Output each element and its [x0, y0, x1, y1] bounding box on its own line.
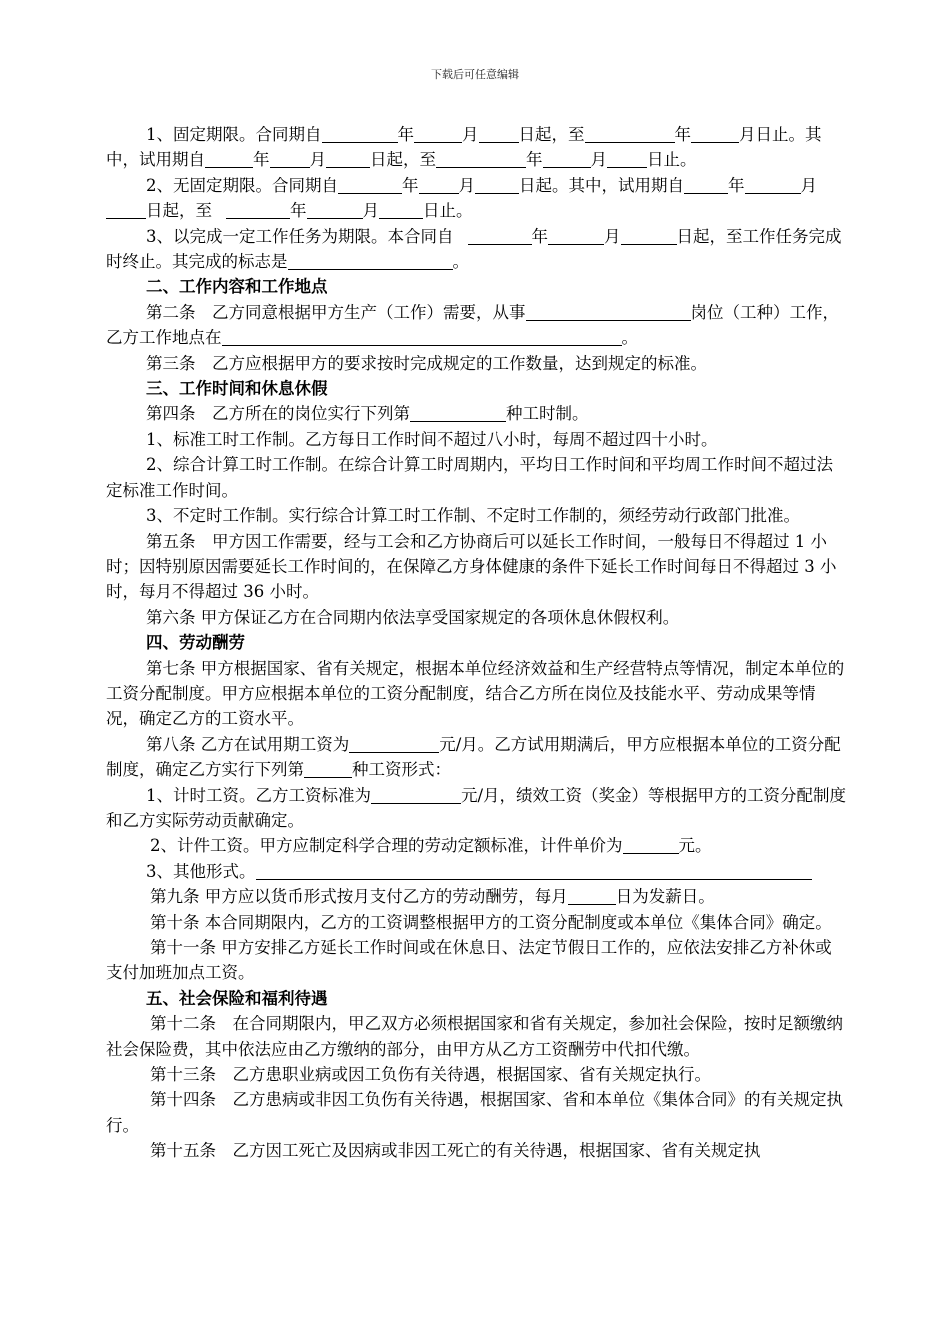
blank-field[interactable] [568, 886, 616, 905]
blank-field[interactable] [326, 149, 370, 168]
blank-field[interactable] [338, 175, 402, 194]
blank-field[interactable] [543, 149, 591, 168]
article-3: 第三条 乙方应根据甲方的要求按时完成规定的工作数量，达到规定的标准。 [146, 353, 707, 373]
blank-field[interactable] [623, 835, 679, 854]
article-7: 第七条 甲方根据国家、省有关规定，根据本单位经济效益和生产经营特点等情况，制定本单位的工资分配制度。甲方应根据本单位的工资分配制度，结合乙方所在岗位及技能水平、劳动成果等情况，确定乙方的工资水平。 [106, 658, 845, 729]
term-task: 3、以完成一定工作任务为期限。本合同自 年 月 日起，至工作任务完成时终止。其完成的标志是 。 [106, 226, 842, 272]
section-heading: 三、工作时间和休息休假 [146, 379, 328, 399]
term-open: 2、无固定期限。合同期自 年 月 日起。其中，试用期自 年 月日起，至 年 月 日止。 [106, 173, 848, 224]
blank-field[interactable] [548, 226, 604, 245]
article-15: 第十五条 乙方因工死亡及因病或非因工死亡的有关待遇，根据国家、省有关规定执 [150, 1141, 761, 1161]
article-12: 第十二条 在合同期限内，甲乙双方必须根据国家和省有关规定，参加社会保险，按时足额缴纳社会保险费，其中依法应由乙方缴纳的部分，由甲方从乙方工资酬劳中代扣代缴。 [106, 1014, 843, 1059]
blank-field[interactable] [607, 149, 647, 168]
article-2: 第二条 乙方同意根据甲方生产（工作）需要，从事 岗位（工种）工作，乙方工作地点在 。 [106, 302, 839, 348]
blank-field[interactable] [436, 149, 526, 168]
wage-form-2: 2、计件工资。甲方应制定科学合理的劳动定额标准，计件单价为 元。 [150, 836, 712, 856]
blank-field[interactable] [288, 251, 453, 270]
article-4: 第四条 乙方所在的岗位实行下列第 种工时制。 [146, 404, 589, 424]
blank-field[interactable] [270, 149, 310, 168]
blank-field[interactable] [410, 403, 506, 422]
contract-body [106, 122, 848, 1164]
article-8: 第八条 乙方在试用期工资为 元/月。乙方试用期满后，甲方应根据本单位的工资分配制度，确定乙方实行下列第 种工资形式： [106, 734, 841, 780]
blank-field[interactable] [684, 175, 728, 194]
term-fixed: 1、固定期限。合同期自 年 月 日起，至 年 月日止。其中，试用期自 年 月 日起，至 年 月 日止。 [106, 125, 822, 170]
blank-field[interactable] [526, 302, 691, 321]
article-14: 第十四条 乙方患病或非因工负伤有关待遇，根据国家、省和本单位《集体合同》的有关规定执行。 [106, 1090, 843, 1135]
blank-field[interactable] [226, 200, 290, 219]
blank-field[interactable] [691, 124, 739, 143]
article-10: 第十条 本合同期限内，乙方的工资调整根据甲方的工资分配制度或本单位《集体合同》确定。 [150, 912, 832, 932]
article-5: 第五条 甲方因工作需要，经与工会和乙方协商后可以延长工作时间，一般每日不得超过 1 小时；因特别原因需要延长工作时间的，在保障乙方身体健康的条件下延长工作时间每日不得超过 3 小时，每月不得超过 36 小时。 [106, 531, 837, 602]
blank-field[interactable] [745, 175, 801, 194]
work-hours-1: 1、标准工时工作制。乙方每日工作时间不超过八小时，每周不超过四十小时。 [146, 429, 718, 449]
blank-field[interactable] [621, 226, 677, 245]
article-13: 第十三条 乙方患职业病或因工负伤有关待遇，根据国家、省有关规定执行。 [150, 1065, 711, 1085]
blank-field[interactable] [585, 124, 675, 143]
wage-form-1: 1、计时工资。乙方工资标准为 元/月，绩效工资（奖金）等根据甲方的工资分配制度和乙方实际劳动贡献确定。 [106, 785, 847, 830]
article-6: 第六条 甲方保证乙方在合同期内依法享受国家规定的各项休息休假权利。 [146, 607, 680, 627]
blank-field[interactable] [468, 226, 532, 245]
wage-form-3: 3、其他形式。 [106, 859, 848, 884]
blank-field[interactable] [371, 785, 461, 804]
blank-field[interactable] [379, 200, 423, 219]
blank-field[interactable] [414, 124, 462, 143]
article-9: 第九条 甲方应以货币形式按月支付乙方的劳动酬劳，每月 日为发薪日。 [150, 887, 715, 907]
work-hours-2: 2、综合计算工时工作制。在综合计算工时周期内，平均日工作时间和平均周工作时间不超过法定标准工作时间。 [106, 455, 833, 500]
page-header-note: 下载后可任意编辑 [431, 68, 519, 81]
blank-field[interactable] [419, 175, 459, 194]
article-11: 第十一条 甲方安排乙方延长工作时间或在休息日、法定节假日工作的，应依法安排乙方补休或支付加班加点工资。 [106, 938, 832, 983]
blank-field[interactable] [106, 200, 146, 219]
section-heading: 四、劳动酬劳 [146, 633, 245, 653]
blank-field[interactable] [304, 759, 352, 778]
blank-field[interactable] [222, 327, 622, 346]
section-heading: 二、工作内容和工作地点 [146, 277, 328, 297]
section-heading: 五、社会保险和福利待遇 [146, 988, 328, 1008]
blank-field[interactable] [479, 124, 519, 143]
work-hours-3: 3、不定时工作制。实行综合计算工时工作制、不定时工作制的，须经劳动行政部门批准。 [146, 506, 800, 526]
blank-field[interactable] [205, 149, 253, 168]
blank-field[interactable] [256, 861, 812, 880]
blank-field[interactable] [349, 734, 439, 753]
blank-field[interactable] [475, 175, 519, 194]
blank-field[interactable] [322, 124, 398, 143]
blank-field[interactable] [307, 200, 363, 219]
